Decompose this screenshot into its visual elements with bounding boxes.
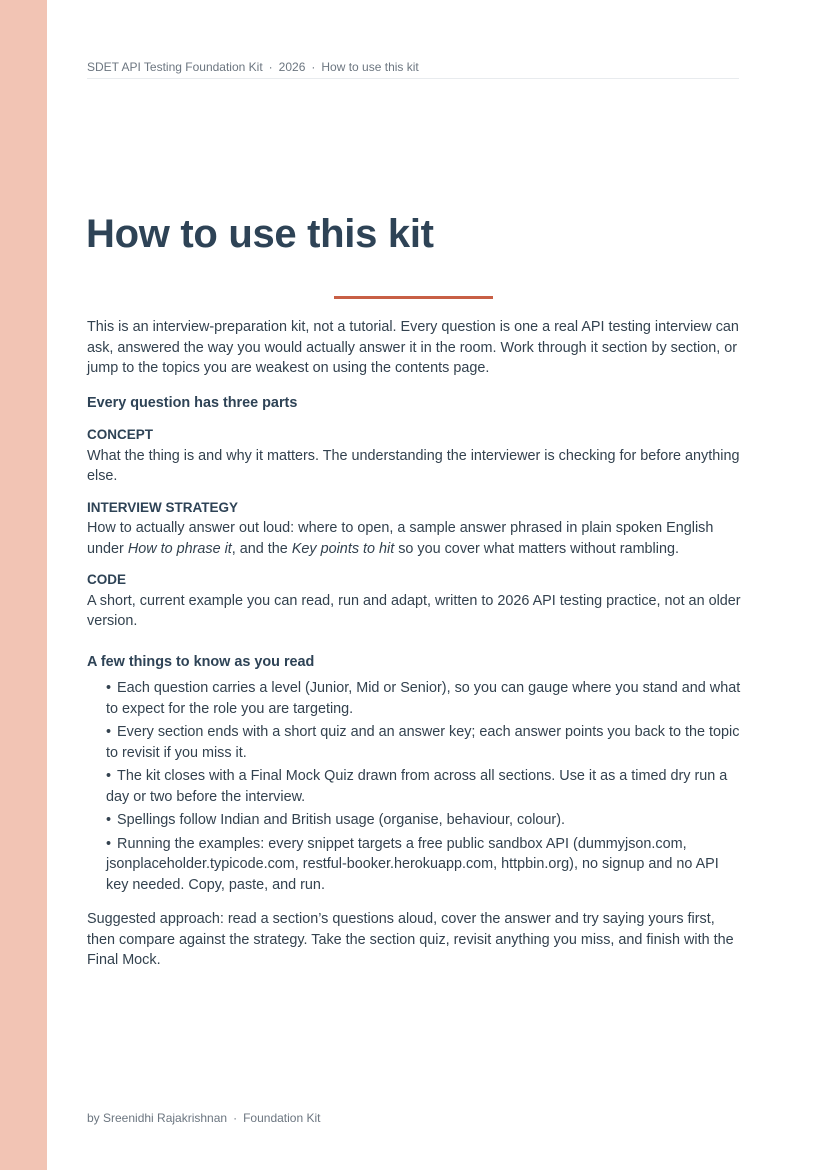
strategy-text-part: so you cover what matters without rambling. [394, 540, 679, 557]
concept-text: What the thing is and why it matters. The understanding the interviewer is checking for before anything else. [87, 447, 740, 484]
list-item [106, 810, 742, 831]
note-text: Running the examples: every snippet targets a free public sandbox API (dummyjson.com, jsonplaceholder.typicode.com, restful-booker.herokuapp.com, httpbin.org), no signup and no API key needed. Copy, paste, and run. [106, 835, 719, 893]
strategy-emphasis-keypoints: Key points to hit [291, 540, 395, 557]
bullet-icon: • [106, 768, 112, 784]
header-year: 2026 [278, 60, 306, 74]
footer-separator: · [233, 1111, 238, 1125]
note-text: Each question carries a level (Junior, Mid or Senior), so you can gauge where you stand and what to expect for the role you are targeting. [106, 680, 741, 717]
strategy-text-part: , and the [231, 540, 292, 557]
closing-paragraph: Suggested approach: read a section’s questions aloud, cover the answer and try saying yours first, then compare against the strategy. Take the section quiz, revisit anything you miss, and finish with the Final Mock. [87, 911, 734, 968]
strategy-text-part: How to actually answer out loud: where to open, a sample answer phrased in plain spoken English under [87, 520, 714, 557]
code-label: CODE [87, 572, 127, 587]
list-item [106, 722, 742, 763]
footer-author: by Sreenidhi Rajakrishnan [87, 1111, 228, 1125]
concept-label: CONCEPT [87, 427, 154, 442]
strategy-text [87, 518, 742, 559]
header-separator: · [311, 60, 316, 74]
strategy-label: INTERVIEW STRATEGY [87, 499, 239, 515]
bullet-icon: • [106, 812, 112, 828]
note-text: The kit closes with a Final Mock Quiz drawn from across all sections. Use it as a timed dry run a day or two before the interview. [106, 768, 728, 805]
bullet-icon: • [106, 680, 112, 696]
note-text: Spellings follow Indian and British usage (organise, behaviour, colour). [117, 812, 566, 828]
header-separator: · [268, 60, 273, 74]
note-text: Every section ends with a short quiz and an answer key; each answer points you back to the topic to revisit if you miss it. [106, 724, 740, 761]
bullet-icon: • [106, 835, 112, 852]
bullet-icon: • [106, 724, 112, 740]
list-item [106, 834, 742, 896]
notes-list [87, 678, 742, 895]
running-header [87, 60, 739, 79]
page-content [87, 317, 742, 971]
header-kit-name: SDET API Testing Foundation Kit [87, 60, 263, 74]
intro-paragraph: This is an interview-preparation kit, not a tutorial. Every question is one a real API testing interview can ask, answered the way you would actually answer it in the room. Work through it section by section, or jump to the topics you are weakest on using the contents page. [87, 319, 739, 376]
page-title: How to use this kit [86, 212, 434, 256]
parts-heading: Every question has three parts [87, 394, 298, 411]
side-color-band [0, 0, 47, 1170]
list-item [106, 678, 742, 719]
page-footer [87, 1111, 320, 1125]
code-text: A short, current example you can read, run and adapt, written to 2026 API testing practice, not an older version. [87, 592, 741, 629]
notes-heading: A few things to know as you read [87, 653, 315, 670]
list-item [106, 766, 742, 807]
header-section: How to use this kit [321, 60, 419, 74]
title-accent-rule [334, 296, 493, 299]
strategy-emphasis-phrase: How to phrase it [127, 540, 232, 557]
footer-label: Foundation Kit [243, 1111, 321, 1125]
